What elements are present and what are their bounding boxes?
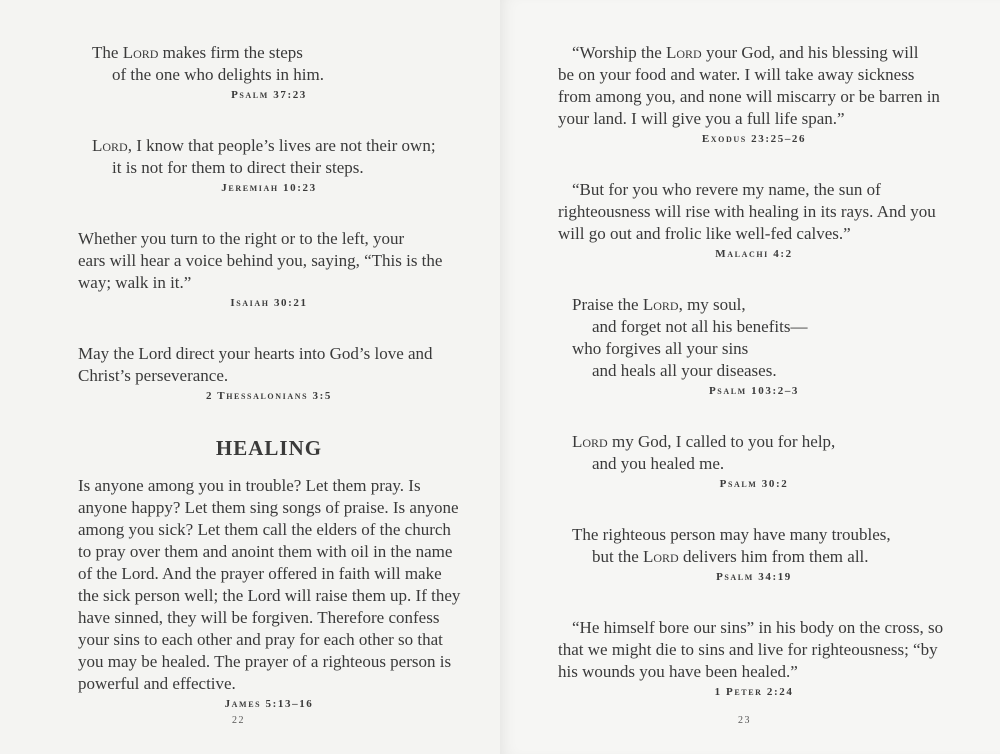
prose-line: Christ’s perseverance. [78,366,229,385]
passage-psalm-103-2-3 [558,294,950,397]
prose-line: “Worship the Lord your God, and his blessing will [572,43,919,62]
prose-line: ears will hear a voice behind you, saying, “This is the [78,251,443,270]
prose-line: you may be healed. The prayer of a righteous person is [78,652,452,671]
prose-line: powerful and effective. [78,674,236,693]
verse-line: and heals all your diseases. [592,361,777,380]
passage-2-thessalonians-3-5 [78,343,460,402]
prose-line: Is anyone among you in trouble? Let them pray. Is [78,476,421,495]
prose-line: righteousness will rise with healing in its rays. And you [558,202,936,221]
prose-line: his wounds you have been healed.” [558,662,798,681]
scripture-reference: Exodus 23:25–26 [701,133,807,145]
verse-line: and forget not all his benefits— [592,317,808,336]
verse-line: The righteous person may have many troubles, [572,525,891,544]
verse-line: Lord my God, I called to you for help, [572,432,836,451]
scripture-reference: 1 Peter 2:24 [714,686,794,698]
page-number: 23 [738,715,751,726]
passage-malachi-4-2 [558,179,950,260]
verse-line: it is not for them to direct their steps. [112,158,364,177]
scripture-reference: Psalm 34:19 [716,571,792,583]
prose-line: will go out and frolic like well-fed calves.” [558,224,851,243]
passage-exodus-23-25-26 [558,42,950,145]
passage-isaiah-30-21 [78,228,460,309]
prose-line: anyone happy? Let them sing songs of praise. Is anyone [78,498,459,517]
prose-line: have sinned, they will be forgiven. Therefore confess [78,608,440,627]
passage-1-peter-2-24 [558,617,950,698]
passage-james-5-13-16 [78,475,460,710]
verse-line: Praise the Lord, my soul, [572,295,746,314]
passage-psalm-34-19 [558,524,950,583]
prose-line: be on your food and water. I will take away sickness [558,65,915,84]
verse-line: but the Lord delivers him from them all. [592,547,869,566]
scripture-reference: Psalm 103:2–3 [708,385,800,397]
prose-line: to pray over them and anoint them with oil in the name [78,542,453,561]
scripture-reference: James 5:13–16 [224,698,314,710]
scripture-reference: Jeremiah 10:23 [221,182,317,194]
prose-line: “But for you who revere my name, the sun of [572,180,881,199]
passage-psalm-30-2 [558,431,950,490]
prose-line: among you sick? Let them call the elders of the church [78,520,451,539]
page-number: 22 [232,715,245,726]
prose-line: Whether you turn to the right or to the left, your [78,229,405,248]
scripture-reference: Psalm 37:23 [231,89,307,101]
scripture-reference: 2 Thessalonians 3:5 [206,390,332,402]
verse-line: Lord, I know that people’s lives are not their own; [92,136,436,155]
scripture-reference: Malachi 4:2 [715,248,793,260]
verse-line: of the one who delights in him. [112,65,325,84]
prose-line: your sins to each other and pray for each other so that [78,630,443,649]
prose-line: from among you, and none will miscarry or be barren in [558,87,940,106]
prose-line: of the Lord. And the prayer offered in faith will make [78,564,442,583]
verse-line: who forgives all your sins [572,339,749,358]
passage-psalm-37-23 [78,42,460,101]
right-page [500,0,1000,754]
prose-line: “He himself bore our sins” in his body on the cross, so [572,618,944,637]
prose-line: that we might die to sins and live for righteousness; “by [558,640,938,659]
scripture-reference: Isaiah 30:21 [230,297,308,309]
prose-line: way; walk in it.” [78,273,192,292]
verse-line: The Lord makes firm the steps [92,43,303,62]
section-heading: HEALING [215,436,323,460]
prose-line: May the Lord direct your hearts into God’s love and [78,344,433,363]
verse-line: and you healed me. [592,454,725,473]
passage-jeremiah-10-23 [78,135,460,194]
scripture-reference: Psalm 30:2 [719,478,789,490]
prose-line: your land. I will give you a full life span.” [558,109,845,128]
prose-line: the sick person well; the Lord will raise them up. If they [78,586,461,605]
